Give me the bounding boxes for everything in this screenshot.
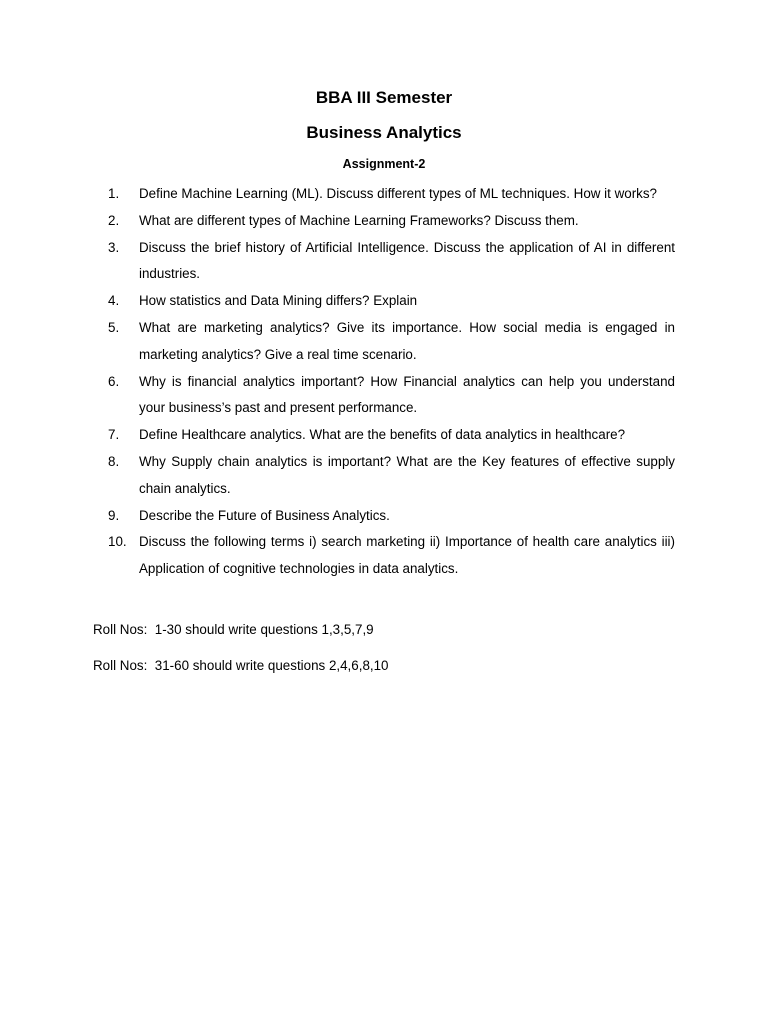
question-text: Why is financial analytics important? How Financial analytics can help you understand your business’s past and present performance. <box>139 373 675 416</box>
question-item <box>108 449 675 503</box>
question-number: 9. <box>108 507 120 523</box>
question-number: 10. <box>108 534 127 550</box>
question-list <box>108 181 675 583</box>
question-item <box>108 529 675 583</box>
roll-instruction-odd: Roll Nos: 1-30 should write questions 1,3,5,7,9 <box>93 622 374 637</box>
question-number: 1. <box>108 186 120 201</box>
question-item <box>108 181 675 208</box>
question-text: Discuss the following terms i) search marketing ii) Importance of health care analytics iii) Application of cognitive technologies in data analytics. <box>139 534 675 577</box>
question-text: Discuss the brief history of Artificial Intelligence. Discuss the application of AI in different industries. <box>139 239 675 282</box>
question-text: How statistics and Data Mining differs? Explain <box>139 293 418 309</box>
roll-instruction-even: Roll Nos: 31-60 should write questions 2,4,6,8,10 <box>93 658 389 673</box>
question-text: Define Machine Learning (ML). Discuss different types of ML techniques. How it works? <box>139 186 658 201</box>
question-text: Describe the Future of Business Analytics. <box>139 507 390 523</box>
question-item <box>108 503 675 530</box>
question-item <box>108 315 675 369</box>
question-item <box>108 422 675 449</box>
assignment-heading: Assignment-2 <box>342 157 426 171</box>
question-text: What are different types of Machine Learning Frameworks? Discuss them. <box>139 212 579 228</box>
subject-heading: Business Analytics <box>306 123 462 142</box>
question-number: 8. <box>108 453 120 469</box>
question-item <box>108 288 675 315</box>
question-text: Why Supply chain analytics is important? What are the Key features of effective supply chain analytics. <box>139 453 675 496</box>
question-number: 7. <box>108 427 120 443</box>
question-item <box>108 235 675 289</box>
question-number: 5. <box>108 319 120 335</box>
question-text: Define Healthcare analytics. What are the benefits of data analytics in healthcare? <box>139 427 626 443</box>
semester-heading: BBA III Semester <box>315 88 453 107</box>
question-number: 6. <box>108 373 120 389</box>
question-number: 3. <box>108 239 120 255</box>
question-number: 2. <box>108 212 120 228</box>
question-text: What are marketing analytics? Give its importance. How social media is engaged in marketing analytics? Give a real time scenario. <box>139 319 675 362</box>
question-item <box>108 208 675 235</box>
question-item <box>108 369 675 423</box>
question-number: 4. <box>108 293 120 309</box>
